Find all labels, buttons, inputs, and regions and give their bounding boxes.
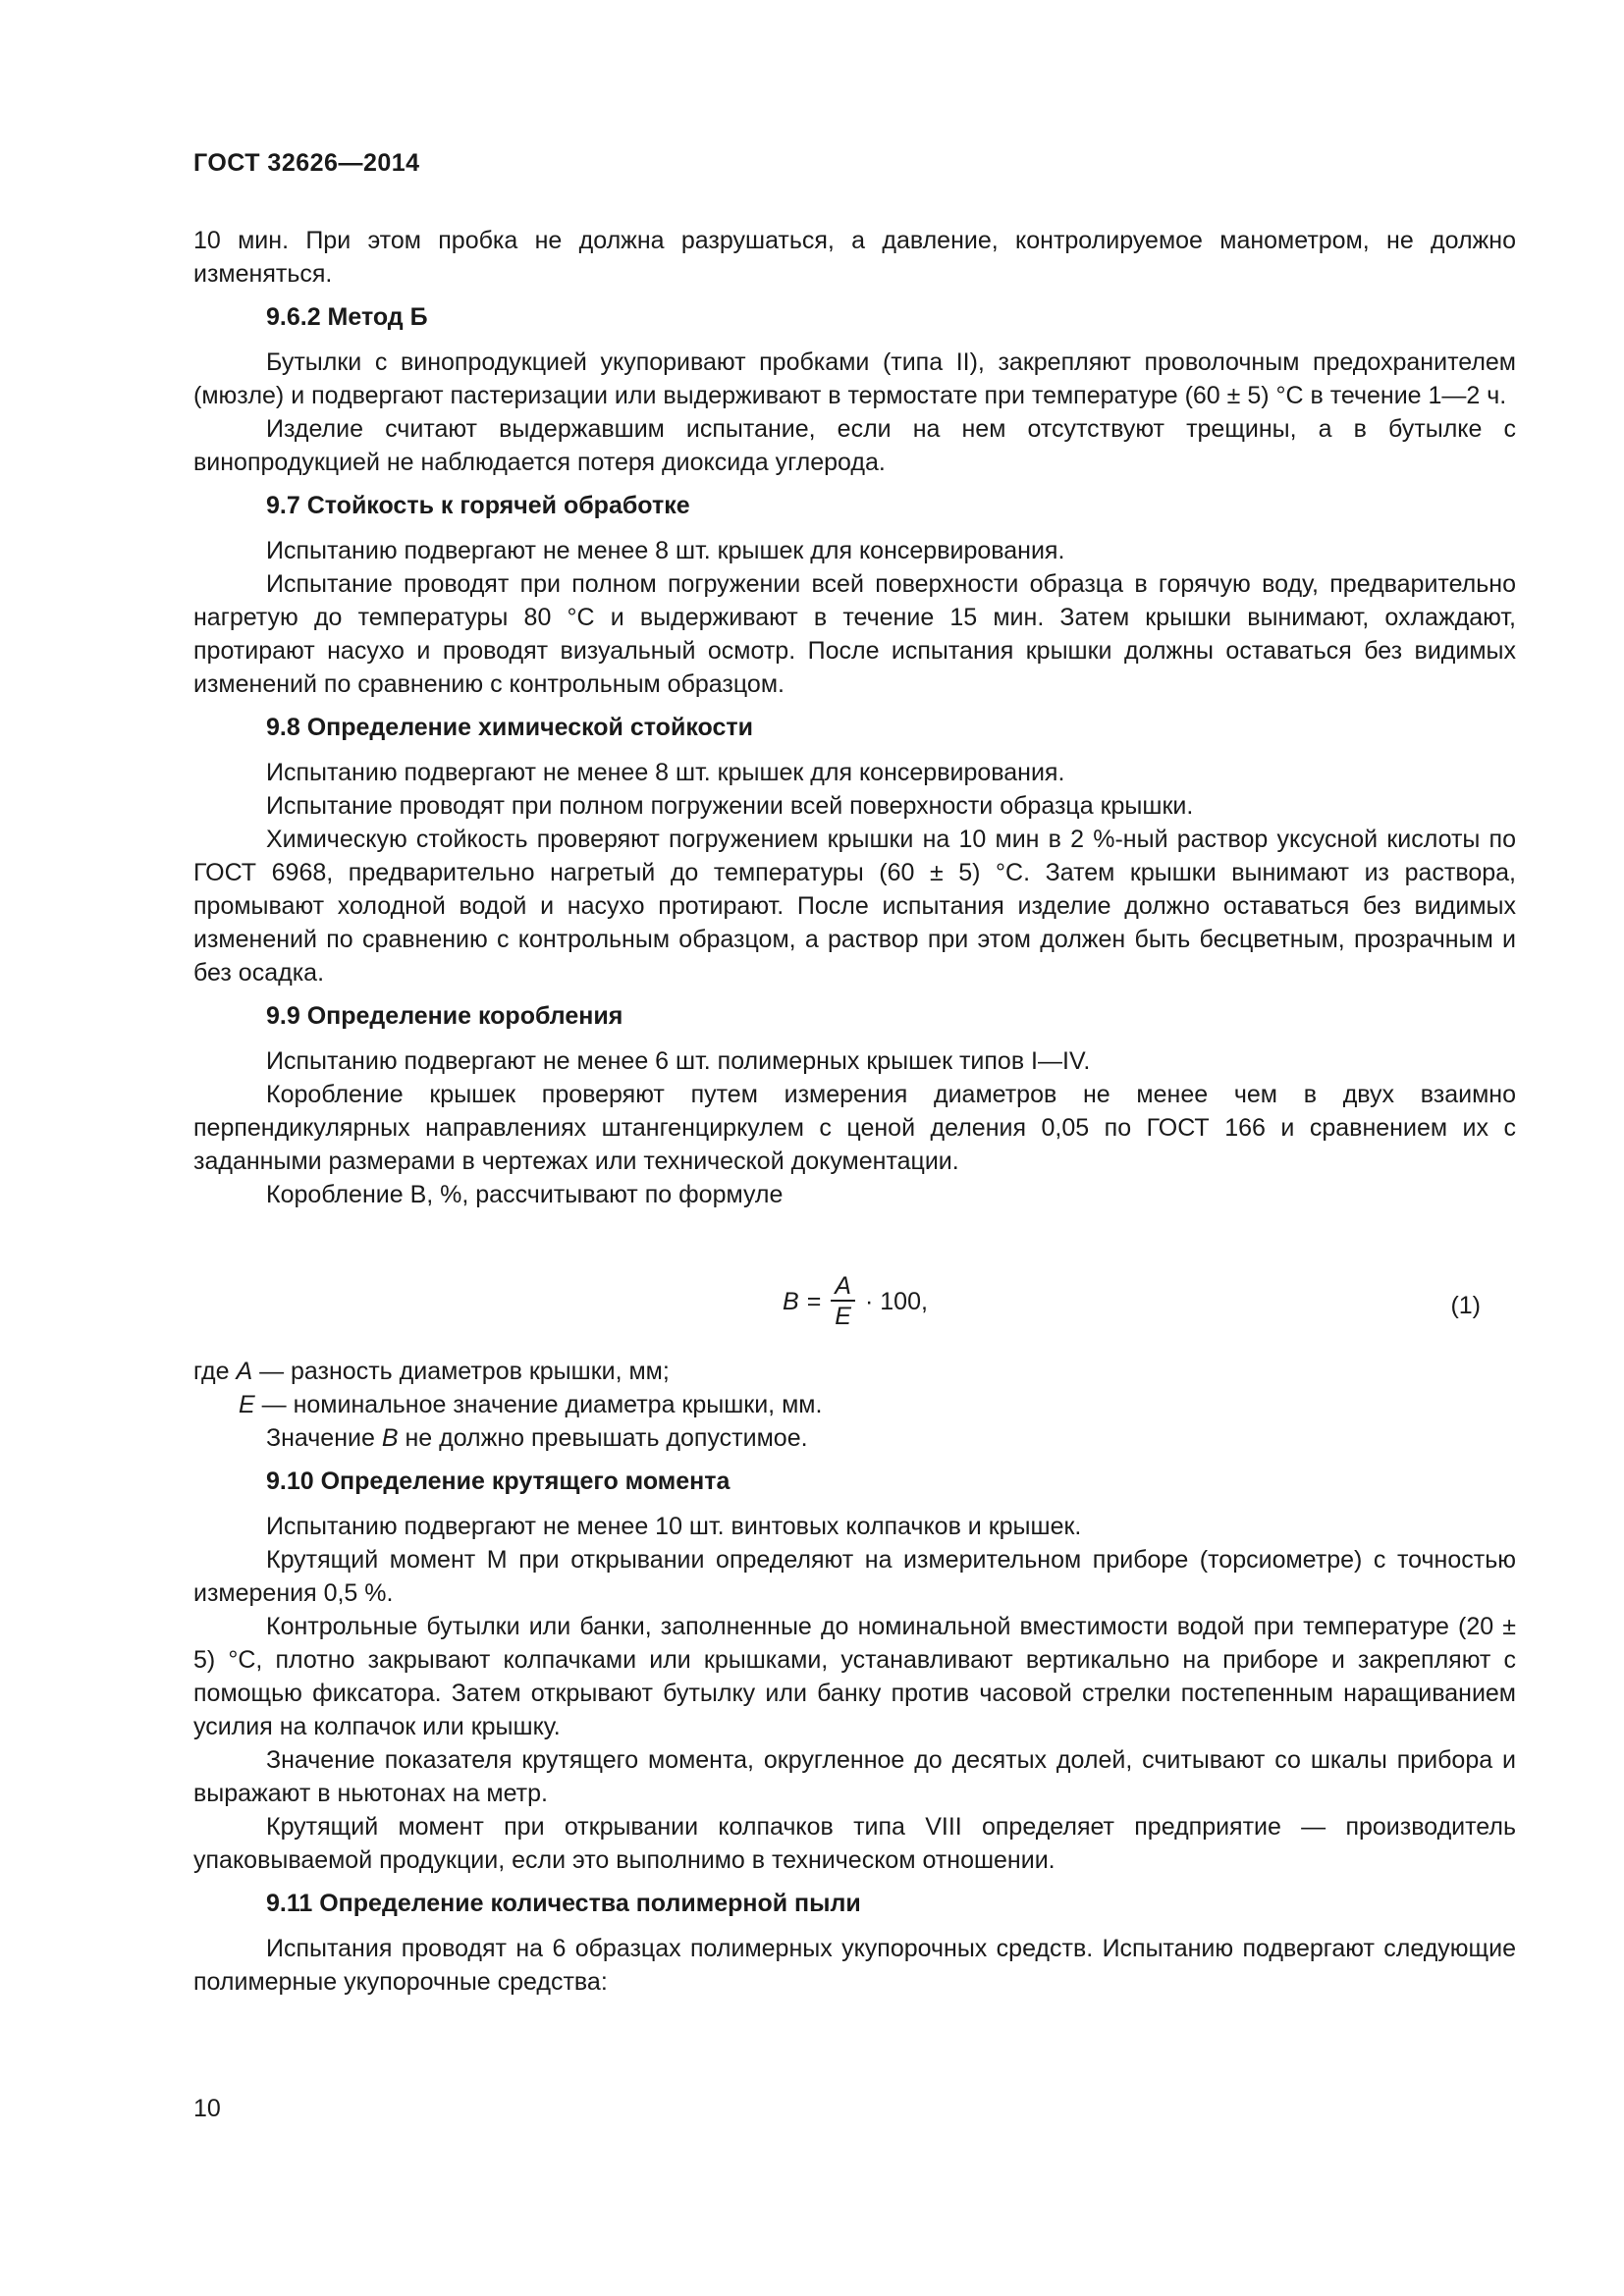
where-prefix: где bbox=[193, 1358, 237, 1385]
paragraph: Коробление В, %, рассчитывают по формуле bbox=[266, 1181, 784, 1208]
section-heading-9-6-2: 9.6.2 Метод Б bbox=[266, 303, 428, 331]
where-var-a: A bbox=[236, 1358, 253, 1385]
section-heading-9-11: 9.11 Определение количества полимерной пыли bbox=[266, 1890, 861, 1917]
paragraph: Испытание проводят при полном погружении всей поверхности образца в горячую воду, предварительно нагретую до температуры 80 °С и выдерживают в течение 15 мин. Затем крышки вынимают, охлаждают, протирают насухо и проводят визуальный осмотр. После испытания крышки должны оставаться без видимых изменений по сравнению с контрольным образцом. bbox=[193, 570, 1516, 698]
where-text-b: не должно превышать допустимое. bbox=[398, 1424, 808, 1452]
paragraph: Крутящий момент М при открывании определяют на измерительном приборе (торсиометре) с точностью измерения 0,5 %. bbox=[193, 1546, 1516, 1607]
formula-number: (1) bbox=[1450, 1292, 1481, 1319]
where-line-a bbox=[193, 1355, 1516, 1388]
paragraph: Значение показателя крутящего момента, округленное до десятых долей, считывают со шкалы прибора и выражают в ньютонах на метр. bbox=[193, 1746, 1516, 1807]
paragraph: Химическую стойкость проверяют погружением крышки на 10 мин в 2 %-ный раствор уксусной кислоты по ГОСТ 6968, предварительно нагретый до температуры (60 ± 5) °С. Затем крышки вынимают из раствора, промывают холодной водой и насухо протирают. После испытания изделие должно оставаться без видимых изменений по сравнению с контрольным образцом, а раствор при этом должен быть бесцветным, прозрачным и без осадка. bbox=[193, 826, 1516, 987]
where-var-b: B bbox=[381, 1424, 399, 1452]
formula-equals: = bbox=[806, 1288, 822, 1315]
section-heading-9-7: 9.7 Стойкость к горячей обработке bbox=[266, 492, 690, 519]
formula-block bbox=[193, 1256, 1516, 1351]
where-line-b bbox=[193, 1421, 1516, 1455]
formula-denominator: E bbox=[835, 1303, 851, 1330]
where-var-e: E bbox=[239, 1391, 255, 1418]
paragraph: Крутящий момент при открывании колпачков типа VIII определяет предприятие — производитель упаковываемой продукции, если это выполнимо в техническом отношении. bbox=[193, 1813, 1516, 1874]
document-code-header: ГОСТ 32626—2014 bbox=[193, 149, 420, 177]
paragraph: Испытанию подвергают не менее 10 шт. винтовых колпачков и крышек. bbox=[266, 1513, 1082, 1540]
paragraph: Коробление крышек проверяют путем измерения диаметров не менее чем в двух взаимно перпендикулярных направлениях штангенциркулем с ценой деления 0,05 по ГОСТ 166 и сравнением их с заданными размерами в чертежах или технической документации. bbox=[193, 1081, 1516, 1175]
paragraph: Испытанию подвергают не менее 6 шт. полимерных крышек типов I—IV. bbox=[266, 1047, 1091, 1075]
formula-expression bbox=[783, 1272, 928, 1331]
paragraph: Бутылки с винопродукцией укупоривают пробками (типа II), закрепляют проволочным предохранителем (мюзле) и подвергают пастеризации или выдерживают в термостате при температуре (60 ± 5) °С в течение 1—2 ч. bbox=[193, 348, 1516, 409]
paragraph: Испытание проводят при полном погружении всей поверхности образца крышки. bbox=[266, 792, 1194, 820]
where-text-e: — номинальное значение диаметра крышки, мм. bbox=[254, 1391, 823, 1418]
where-line-e bbox=[193, 1388, 1516, 1421]
paragraph: Изделие считают выдержавшим испытание, если на нем отсутствуют трещины, а в бутылке с винопродукцией не наблюдается потеря диоксида углерода. bbox=[193, 415, 1516, 476]
section-heading-9-8: 9.8 Определение химической стойкости bbox=[266, 714, 753, 741]
document-body bbox=[193, 224, 1516, 1999]
formula-fraction bbox=[831, 1272, 855, 1331]
paragraph: Испытанию подвергают не менее 8 шт. крышек для консервирования. bbox=[266, 759, 1065, 786]
where-prefix-b: Значение bbox=[266, 1424, 382, 1452]
page-number: 10 bbox=[193, 2095, 221, 2122]
section-heading-9-9: 9.9 Определение коробления bbox=[266, 1002, 623, 1030]
paragraph: Контрольные бутылки или банки, заполненные до номинальной вместимости водой при температуре (20 ± 5) °С, плотно закрывают колпачками или крышками, устанавливают вертикально на приборе и закрепляют с помощью фиксатора. Затем открывают бутылку или банку против часовой стрелки постепенным наращиванием усилия на колпачок или крышку. bbox=[193, 1613, 1516, 1740]
formula-numerator: A bbox=[831, 1272, 855, 1302]
where-text-a: — разность диаметров крышки, мм; bbox=[252, 1358, 670, 1385]
formula-factor: · 100, bbox=[864, 1288, 928, 1315]
continuation-paragraph: 10 мин. При этом пробка не должна разрушаться, а давление, контролируемое манометром, не должно изменяться. bbox=[193, 227, 1516, 288]
formula-lhs: B bbox=[783, 1288, 799, 1315]
section-heading-9-10: 9.10 Определение крутящего момента bbox=[266, 1468, 731, 1495]
paragraph: Испытанию подвергают не менее 8 шт. крышек для консервирования. bbox=[266, 537, 1065, 564]
paragraph: Испытания проводят на 6 образцах полимерных укупорочных средств. Испытанию подвергают следующие полимерные укупорочные средства: bbox=[193, 1935, 1516, 1996]
